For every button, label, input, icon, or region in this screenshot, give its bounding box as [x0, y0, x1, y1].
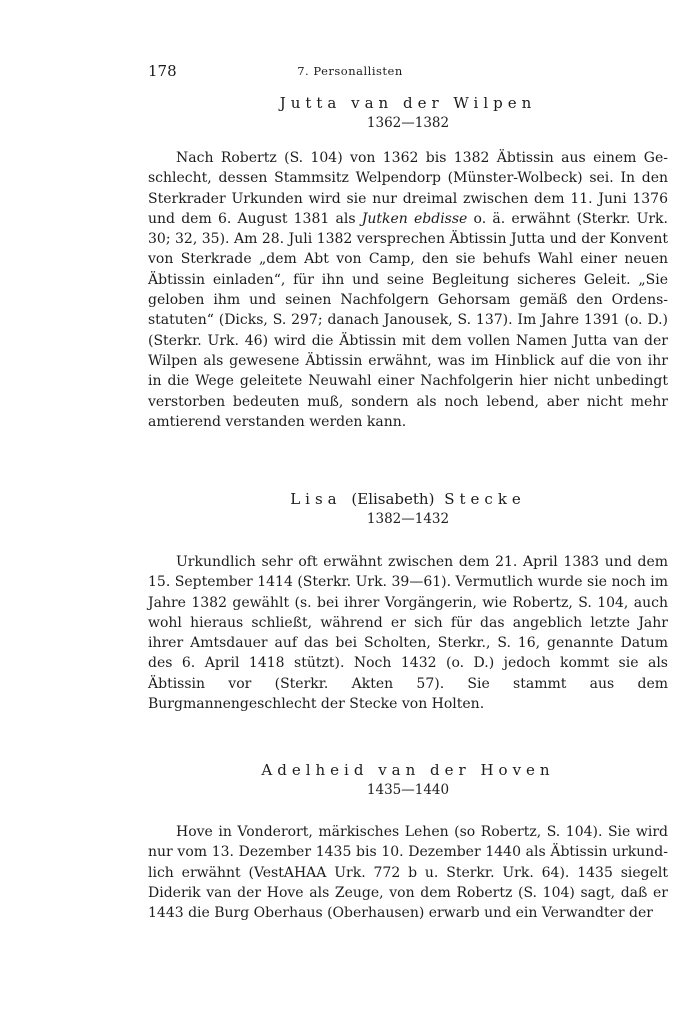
heading-years: 1362—1382 [366, 115, 450, 131]
heading-name: Jutta van der Wilpen [279, 94, 537, 112]
paragraph-text: o. ä. erwähnt (Sterkr. Urk. 30; 32, 35). Am 28. Juli 1382 versprechen Äbtissin Jutta und der Konvent von Sterkrade „dem Abt von Camp, den sie behufs Wahl einer neuen Äbtissin einladen“, für ihn und seine Begleitung sicheres Geleit. „Sie geloben ihm und seinen Nachfolgern Gehorsam gemäß den Ordensstatuten“ (Dicks, S. 297; danach Janousek, S. 137). Im Jahre 1391 (o. D.) (Sterkr. Urk. 46) wird die Äbtissin mit dem vollen Namen Jutta van der Wilpen als gewesene Äbtissin erwähnt, was im Hinblick auf die von ihr in die Wege geleitete Neuwahl einer Nachfolgerin hier nicht unbedingt verstorben bedeuten muß, sondern als noch lebend, aber nicht mehr amtierend verstanden werden kann. [148, 210, 668, 430]
heading-adelheid [148, 760, 668, 800]
heading-name [148, 489, 668, 509]
heading-name: Adelheid van der Hoven [261, 761, 555, 779]
paragraph-jutta [148, 148, 668, 432]
heading-years: 1382—1432 [366, 511, 450, 527]
paragraph-text: Nach Robertz (S. 104) von 1362 bis 1382 Äbtissin aus einem Geschlecht, dessen Stammsitz Welpendorp (Münster-Wolbeck) sei. In den Sterkrader Urkunden wird sie nur dreimal zwischen dem 11. Juni 1376 und dem 6. August 1381 als [148, 150, 668, 227]
paragraph-lisa: Urkundlich sehr oft erwähnt zwischen dem 21. April 1383 und dem 15. September 1414 (Sterkr. Urk. 39—61). Vermutlich wurde sie noch im Jahre 1382 gewählt (s. bei ihrer Vorgängerin, wie Robertz, S. 104, auch wohl hieraus schließt, während er sich für das angeblich letzte Jahr ihrer Amtsdauer auf das bei Scholten, Sterkr., S. 16, genannte Datum des 6. April 1418 stützt). Noch 1432 (o. D.) jedoch kommt sie als Äbtissin vor (Sterkr. Akten 57). Sie stammt aus dem Burgmannengeschlecht der Stecke von Holten. [148, 554, 668, 713]
running-head: 7. Personallisten [297, 64, 403, 78]
page-number: 178 [148, 62, 177, 80]
heading-jutta [148, 93, 668, 133]
heading-name-middle: (Elisabeth) [351, 490, 435, 508]
heading-name-last: Stecke [444, 490, 526, 508]
paragraph-italic: Jutken ebdisse [361, 210, 468, 227]
paragraph-adelheid: Hove in Vonderort, märkisches Lehen (so Robertz, S. 104). Sie wird nur vom 13. Dezember 1435 bis 10. Dezember 1440 als Äbtissin urkundlich erwähnt (VestAHAA Urk. 772 b u. Sterkr. Urk. 64). 1435 siegelt Diderik van der Hove als Zeuge, von dem Robertz (S. 104) sagt, daß er 1443 die Burg Oberhaus (Oberhausen) erwarb und ein Verwandter der [148, 824, 668, 922]
heading-lisa [148, 489, 668, 529]
heading-years: 1435—1440 [366, 782, 450, 798]
heading-name-first: Lisa [290, 490, 342, 508]
